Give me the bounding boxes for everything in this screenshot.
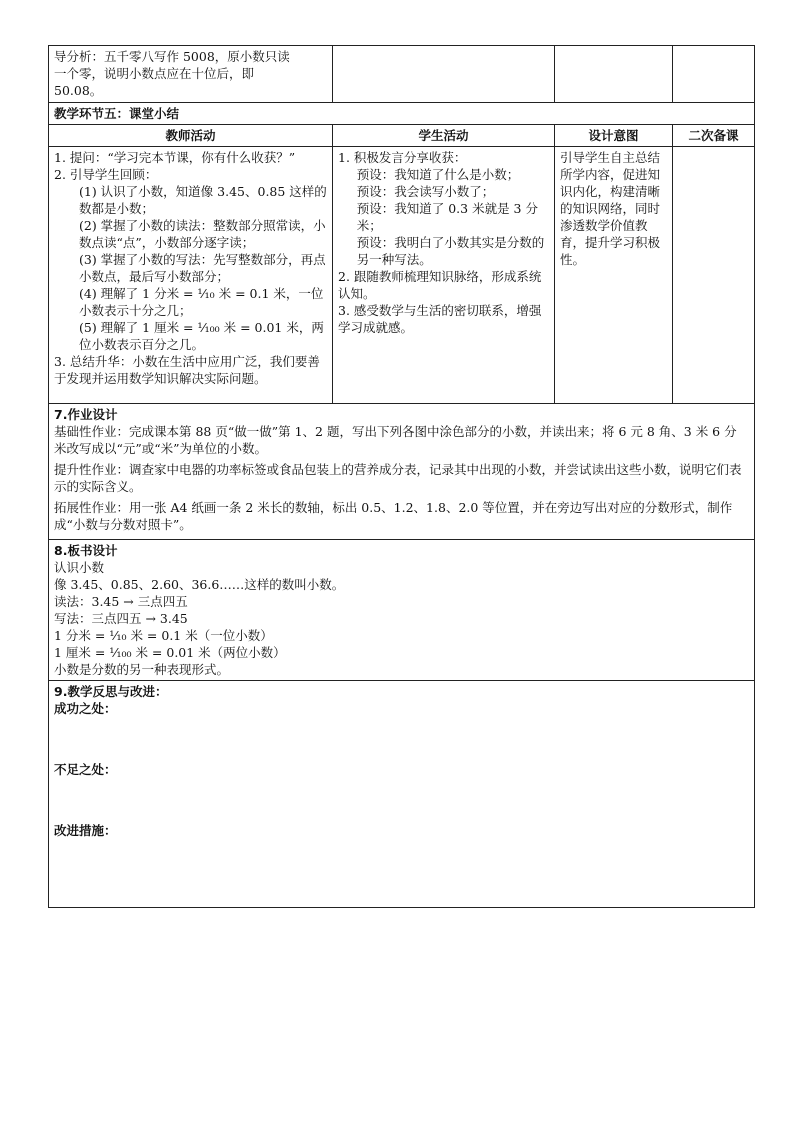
student-preset: 预设：我知道了 0.3 米就是 3 分米；	[356, 201, 538, 233]
section5-content-row	[49, 147, 755, 404]
board-line: 读法：3.45 → 三点四五	[54, 594, 188, 609]
teacher-subitem: (5) 理解了 1 厘米 = ¹⁄₁₀₀ 米 = 0.01 米，两位小数表示百分之几。	[79, 320, 324, 352]
board-line: 认识小数	[54, 560, 105, 575]
section9-row	[49, 681, 755, 908]
homework-advanced: 提升性作业：调查家中电器的功率标签或食品包装上的营养成分表，记录其中出现的小数，并尝试读出这些小数，说明它们表示的实际含义。	[54, 462, 742, 494]
homework-extension: 拓展性作业：用一张 A4 纸画一条 2 米长的数轴，标出 0.5、1.2、1.8、2.0 等位置，并在旁边写出对应的分数形式，制作成“小数与分数对照卡”。	[54, 500, 733, 532]
continuation-line: 50.08。	[54, 83, 103, 98]
section5-title: 教学环节五：课堂小结	[49, 103, 755, 125]
teacher-item: 2. 引导学生回顾：	[54, 167, 158, 182]
board-line: 写法：三点四五 → 3.45	[54, 611, 188, 626]
section7-row	[49, 404, 755, 540]
board-line: 1 分米 = ¹⁄₁₀ 米 = 0.1 米（一位小数）	[54, 628, 273, 643]
section8-title: 8.板书设计	[54, 543, 118, 558]
success-label: 成功之处：	[54, 701, 117, 716]
continuation-line: 导分析：五千零八写作 5008，原小数只读	[54, 49, 290, 64]
continuation-intent-cell	[555, 46, 673, 103]
teacher-subitem: (4) 理解了 1 分米 = ¹⁄₁₀ 米 = 0.1 米，一位小数表示十分之几；	[79, 286, 324, 318]
student-preset: 预设：我明白了小数其实是分数的另一种写法。	[356, 235, 545, 267]
student-item: 3. 感受数学与生活的密切联系，增强学习成就感。	[338, 303, 542, 335]
continuation-second-cell	[673, 46, 755, 103]
header-student-activity: 学生活动	[333, 125, 555, 147]
section7-title: 7.作业设计	[54, 407, 118, 422]
second-preparation-cell	[673, 147, 755, 404]
student-preset: 预设：我会读写小数了；	[356, 184, 495, 199]
section8-row	[49, 540, 755, 681]
header-second-preparation: 二次备课	[673, 125, 755, 147]
teacher-subitem: (3) 掌握了小数的写法：先写整数部分，再点小数点，最后写小数部分；	[79, 252, 326, 284]
reflection-cell	[49, 681, 755, 908]
header-design-intent: 设计意图	[555, 125, 673, 147]
board-line: 像 3.45、0.85、2.60、36.6……这样的数叫小数。	[54, 577, 345, 592]
improve-label: 改进措施：	[54, 823, 117, 838]
board-design-cell	[49, 540, 755, 681]
design-intent-cell: 引导学生自主总结所学内容，促进知识内化，构建清晰的知识网络，同时渗透数学价值教育，提升学习积极性。	[555, 147, 673, 404]
continuation-line: 一个零，说明小数点应在十位后，即	[54, 66, 255, 81]
continuation-student-cell	[333, 46, 555, 103]
teacher-subitem: (2) 掌握了小数的读法：整数部分照常读，小数点读“点”，小数部分逐字读；	[79, 218, 326, 250]
board-line: 小数是分数的另一种表现形式。	[54, 662, 230, 677]
lesson-plan-table	[48, 45, 755, 908]
shortcoming-label: 不足之处：	[54, 762, 117, 777]
teacher-activity-cell	[49, 147, 333, 404]
student-preset: 预设：我知道了什么是小数；	[356, 167, 520, 182]
section5-header-row	[49, 125, 755, 147]
board-line: 1 厘米 = ¹⁄₁₀₀ 米 = 0.01 米（两位小数）	[54, 645, 286, 660]
student-activity-cell	[333, 147, 555, 404]
header-teacher-activity: 教师活动	[49, 125, 333, 147]
teacher-item: 1. 提问：“学习完本节课，你有什么收获？”	[54, 150, 296, 165]
lesson-plan-page	[48, 45, 754, 908]
homework-basic: 基础性作业：完成课本第 88 页“做一做”第 1、2 题，写出下列各图中涂色部分的小数，并读出来；将 6 元 8 角、3 米 6 分米改写成以“元”或“米”为单位的小数。	[54, 424, 737, 456]
shortcoming-space	[54, 778, 749, 822]
student-item: 2. 跟随教师梳理知识脉络，形成系统认知。	[338, 269, 542, 301]
homework-design-cell	[49, 404, 755, 540]
student-item: 1. 积极发言分享收获：	[338, 150, 467, 165]
section9-title: 9.教学反思与改进：	[54, 684, 168, 699]
continuation-row	[49, 46, 755, 103]
teacher-subitem: (1) 认识了小数，知道像 3.45、0.85 这样的数都是小数；	[79, 184, 327, 216]
teacher-item: 3. 总结升华：小数在生活中应用广泛，我们要善于发现并运用数学知识解决实际问题。	[54, 354, 320, 386]
continuation-teacher-cell	[49, 46, 333, 103]
success-space	[54, 717, 749, 761]
section5-title-row	[49, 103, 755, 125]
